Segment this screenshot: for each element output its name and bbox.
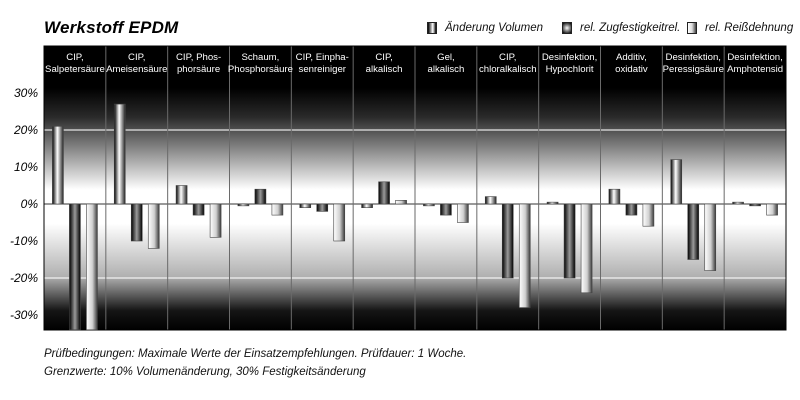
category-label-line: Peressigsäure bbox=[662, 64, 724, 75]
bar-volume bbox=[114, 104, 125, 204]
chart-title: Werkstoff EPDM bbox=[44, 18, 179, 37]
bar-tensile bbox=[688, 204, 699, 260]
category-label-line: Hypochlorit bbox=[545, 64, 594, 75]
y-tick-label: 20% bbox=[13, 123, 38, 137]
category-label-line: Desinfektion, bbox=[541, 52, 598, 63]
bar-elongation bbox=[396, 200, 407, 204]
category-label-line: oxidativ bbox=[615, 64, 648, 75]
bar-elongation bbox=[272, 204, 283, 215]
category-label-line: senreiniger bbox=[298, 64, 346, 75]
bar-tensile bbox=[317, 204, 328, 211]
category-label-line: CIP, Einpha- bbox=[295, 52, 349, 63]
y-tick-label: 0% bbox=[20, 197, 38, 211]
category-label bbox=[296, 52, 349, 75]
category-label-line: Additiv, bbox=[616, 52, 647, 63]
bar-tensile bbox=[440, 204, 451, 215]
category-label-line: CIP, bbox=[66, 52, 84, 63]
bar-tensile bbox=[69, 204, 80, 330]
legend-label-tensile: rel. Zugfestigkeitrel. bbox=[580, 22, 681, 34]
category-label-line: CIP, bbox=[128, 52, 146, 63]
category-label-line: phorsäure bbox=[176, 64, 221, 75]
bar-tensile bbox=[750, 204, 761, 206]
bar-volume bbox=[176, 186, 187, 205]
bar-tensile bbox=[502, 204, 513, 278]
y-tick-label: -20% bbox=[9, 271, 38, 285]
y-tick-label: 10% bbox=[13, 160, 38, 174]
category-label-line: CIP, Phos- bbox=[176, 52, 222, 63]
bar-elongation bbox=[643, 204, 654, 226]
bar-elongation bbox=[705, 204, 716, 271]
category-label-line: CIP, bbox=[375, 52, 393, 63]
bar-elongation bbox=[767, 204, 778, 215]
category-label-line: alkalisch bbox=[365, 64, 403, 75]
bar-elongation bbox=[581, 204, 592, 293]
category-label-line: Amphotensid bbox=[727, 64, 784, 75]
bar-volume bbox=[609, 189, 620, 204]
category-label-line: Salpetersäure bbox=[45, 64, 105, 75]
footnote-test-conditions: Prüfbedingungen: Maximale Werte der Einsatzempfehlungen. Prüfdauer: 1 Woche. bbox=[44, 348, 467, 360]
y-tick-label: 30% bbox=[13, 86, 38, 100]
category-label-line: Phosphorsäure bbox=[227, 64, 293, 75]
bar-tensile bbox=[131, 204, 142, 241]
bar-volume bbox=[362, 204, 373, 208]
bar-volume bbox=[547, 202, 558, 204]
legend-label-elongation: rel. Reißdehnung bbox=[705, 22, 794, 34]
y-tick-label: -10% bbox=[9, 234, 38, 248]
bar-elongation bbox=[457, 204, 468, 223]
bar-tensile bbox=[255, 189, 266, 204]
bar-elongation bbox=[334, 204, 345, 241]
category-label bbox=[542, 52, 597, 75]
category-label-line: alkalisch bbox=[427, 64, 465, 75]
category-label bbox=[727, 52, 783, 75]
category-label bbox=[615, 52, 648, 75]
category-label-line: Desinfektion, bbox=[727, 52, 783, 63]
bar-tensile bbox=[193, 204, 204, 215]
bar-elongation bbox=[86, 204, 97, 330]
footnote-limits: Grenzwerte: 10% Volumenänderung, 30% Festigkeitsänderung bbox=[44, 366, 366, 378]
category-label bbox=[663, 52, 724, 75]
bar-volume bbox=[300, 204, 311, 208]
category-label-line: chloralkalisch bbox=[478, 64, 537, 75]
bar-volume bbox=[423, 204, 434, 206]
category-label-line: Desinfektion, bbox=[665, 52, 721, 63]
legend-label-volume: Änderung Volumen bbox=[445, 22, 544, 34]
bar-volume bbox=[485, 197, 496, 204]
category-label bbox=[176, 52, 221, 75]
bar-elongation bbox=[210, 204, 221, 237]
category-label-line: CIP, bbox=[499, 52, 517, 63]
bar-tensile bbox=[564, 204, 575, 278]
bar-tensile bbox=[379, 182, 390, 204]
category-label-line: Ameisensäure bbox=[106, 64, 168, 75]
bar-tensile bbox=[626, 204, 637, 215]
category-label-line: Gel, bbox=[437, 52, 455, 63]
bar-volume bbox=[671, 160, 682, 204]
y-tick-label: -30% bbox=[9, 308, 38, 322]
category-label-line: Schaum, bbox=[241, 52, 280, 63]
bar-elongation bbox=[148, 204, 159, 248]
bar-volume bbox=[238, 204, 249, 206]
bar-volume bbox=[733, 202, 744, 204]
bar-volume bbox=[52, 126, 63, 204]
bar-elongation bbox=[519, 204, 530, 308]
